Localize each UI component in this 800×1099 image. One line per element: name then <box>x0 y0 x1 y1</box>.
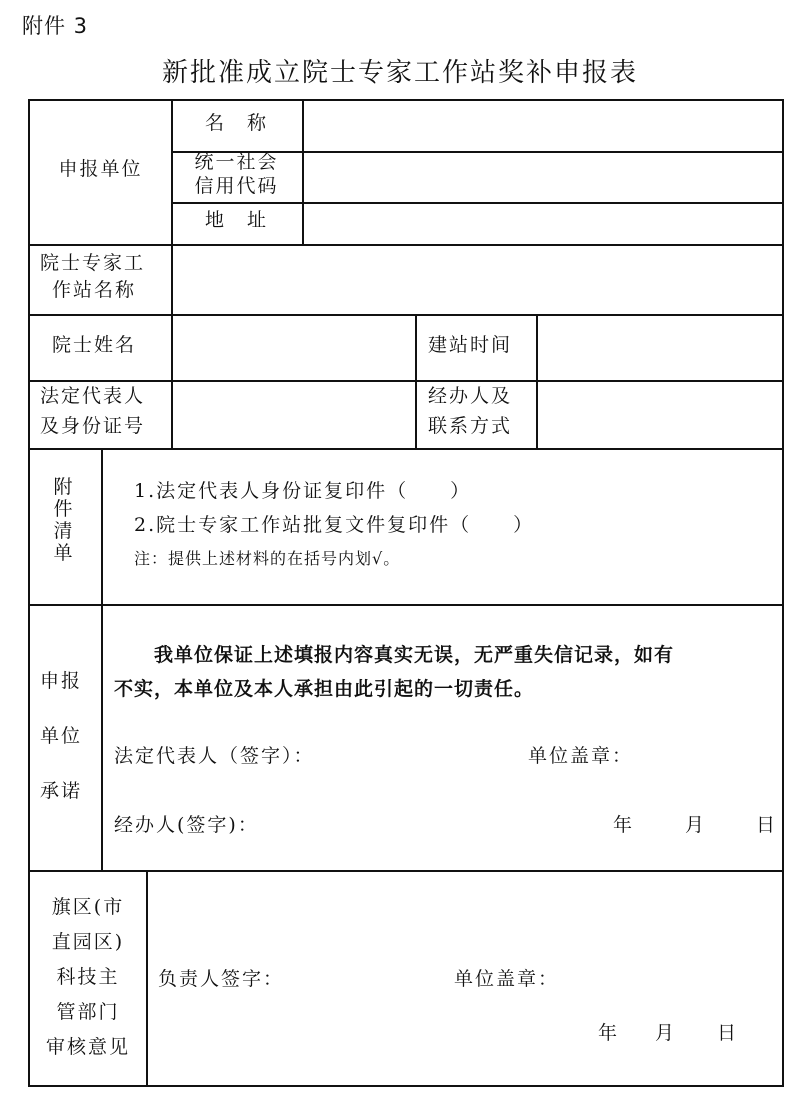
review-section-label-line4: 管部门 <box>56 1001 120 1023</box>
legal-rep-label-line2: 及身份证号 <box>40 415 146 437</box>
row-divider-pledge <box>30 870 784 872</box>
attachment-item-id-copy: 1.法定代表人身份证复印件（ ） <box>134 480 472 502</box>
application-form-table <box>28 99 784 1087</box>
review-section-label-line2: 直园区) <box>51 931 125 953</box>
col-divider-attachments <box>101 448 103 870</box>
responsible-signature-label: 负责人签字： <box>158 968 285 990</box>
legal-rep-label-line1: 法定代表人 <box>40 385 146 407</box>
review-section-label-line1: 旗区(市 <box>51 896 125 918</box>
credit-code-label-line2: 信用代码 <box>194 175 279 197</box>
attachment-number-label: 附件 3 <box>22 14 89 38</box>
credit-code-label-line1: 统一社会 <box>194 151 279 173</box>
form-title: 新批准成立院士专家工作站奖补申报表 <box>161 58 638 88</box>
applicant-section-label: 申报单位 <box>58 158 143 180</box>
col-divider-review <box>146 870 148 1087</box>
pledge-date-month: 月 <box>685 814 707 836</box>
attachment-item-approval-copy: 2.院士专家工作站批复文件复印件（ ） <box>134 514 535 536</box>
attachments-note: 注：提供上述材料的在括号内划√。 <box>134 549 401 568</box>
academician-name-label: 院士姓名 <box>52 334 137 356</box>
pledge-seal-label: 单位盖章： <box>528 745 634 767</box>
pledge-section-label-line3: 承诺 <box>40 780 83 802</box>
address-field[interactable] <box>304 204 784 244</box>
handler-label-line2: 联系方式 <box>428 415 513 437</box>
review-date-year: 年 <box>598 1022 620 1044</box>
pledge-statement-line1: 我单位保证上述填报内容真实无误，无严重失信记录，如有 <box>114 644 675 666</box>
legal-rep-field[interactable] <box>173 382 415 448</box>
handler-signature-label: 经办人(签字)： <box>114 814 259 836</box>
pledge-date-year: 年 <box>613 814 635 836</box>
col-divider-mid-left <box>415 314 417 448</box>
review-section-label-line3: 科技主 <box>56 966 120 988</box>
academician-name-field[interactable] <box>173 316 415 380</box>
name-field[interactable] <box>304 101 784 151</box>
legal-rep-signature-label: 法定代表人（签字）： <box>114 745 315 767</box>
founded-time-field[interactable] <box>538 316 784 380</box>
address-label: 地 址 <box>204 209 268 231</box>
credit-code-field[interactable] <box>304 153 784 202</box>
review-section-label-line5: 审核意见 <box>45 1036 130 1058</box>
handler-contact-field[interactable] <box>538 382 784 448</box>
pledge-section-label-line1: 申报 <box>40 670 83 692</box>
pledge-date-day: 日 <box>756 814 778 836</box>
review-date-month: 月 <box>655 1022 677 1044</box>
review-seal-label: 单位盖章： <box>454 968 560 990</box>
founded-time-label: 建站时间 <box>428 334 513 356</box>
row-divider-attachments <box>30 604 784 606</box>
pledge-section-label-line2: 单位 <box>40 725 83 747</box>
station-name-field[interactable] <box>173 246 784 314</box>
row-divider-representative <box>30 448 784 450</box>
attachments-section-label: 附件清单 <box>53 476 75 564</box>
handler-label-line1: 经办人及 <box>428 385 513 407</box>
pledge-statement-line2: 不实，本单位及本人承担由此引起的一切责任。 <box>114 678 535 700</box>
station-name-label-line2: 作站名称 <box>52 279 137 301</box>
station-name-label-line1: 院士专家工 <box>40 252 146 274</box>
review-date-day: 日 <box>717 1022 739 1044</box>
name-label: 名 称 <box>204 112 268 134</box>
